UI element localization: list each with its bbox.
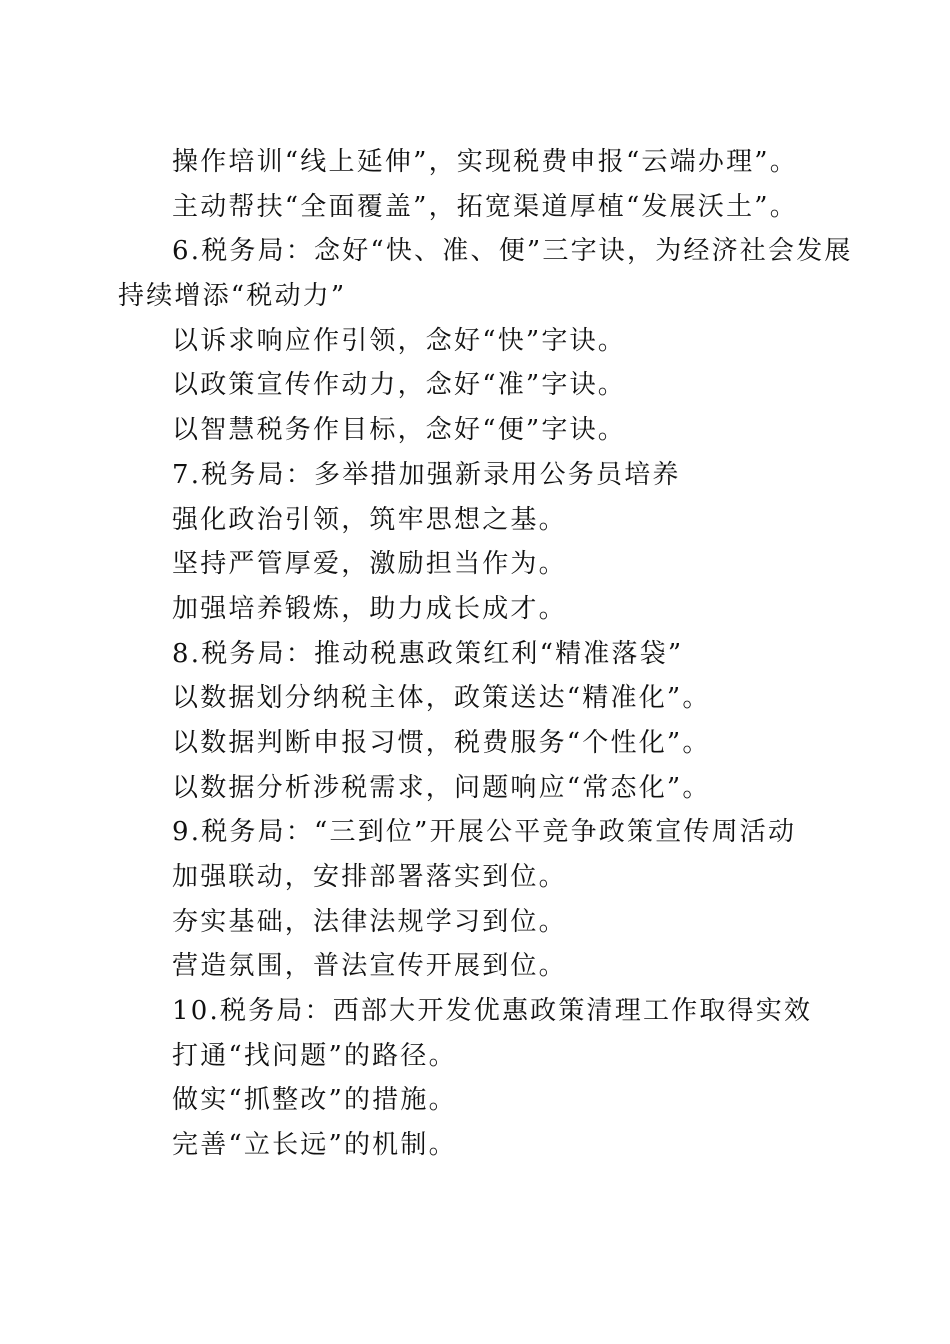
section-heading: 8.税务局：推动税惠政策红利“精准落袋” (172, 638, 684, 669)
list-item: 夯实基础，法律法规学习到位。 (172, 906, 567, 937)
list-item: 强化政治引领，筑牢思想之基。 (172, 504, 567, 535)
list-item: 打通“找问题”的路径。 (172, 1040, 457, 1071)
section-heading: 9.税务局：“三到位”开展公平竞争政策宣传周活动 (172, 817, 797, 848)
list-item: 以数据划分纳税主体，政策送达“精准化”。 (172, 683, 711, 714)
section-heading: 10.税务局：西部大开发优惠政策清理工作取得实效 (172, 996, 813, 1027)
list-item: 完善“立长远”的机制。 (172, 1130, 457, 1161)
section-heading-continuation: 持续增添“税动力” (118, 281, 347, 312)
list-item: 以政策宣传作动力，念好“准”字诀。 (172, 370, 626, 401)
list-item: 操作培训“线上延伸”，实现税费申报“云端办理”。 (172, 147, 798, 177)
list-item: 做实“抓整改”的措施。 (172, 1085, 457, 1116)
list-item: 坚持严管厚爱，激励担当作为。 (172, 549, 567, 580)
list-item: 加强培养锻炼，助力成长成才。 (172, 593, 567, 624)
list-item: 主动帮扶“全面覆盖”，拓宽渠道厚植“发展沃土”。 (172, 191, 798, 222)
list-item: 以诉求响应作引领，念好“快”字诀。 (172, 325, 626, 356)
list-item: 营造氛围，普法宣传开展到位。 (172, 951, 567, 982)
document-body (118, 140, 853, 1168)
list-item: 加强联动，安排部署落实到位。 (172, 862, 567, 892)
list-item: 以数据分析涉税需求，问题响应“常态化”。 (172, 772, 711, 803)
list-item: 以智慧税务作目标，念好“便”字诀。 (172, 415, 626, 446)
section-heading: 7.税务局：多举措加强新录用公务员培养 (172, 459, 681, 490)
section-heading: 6.税务局：念好“快、准、便”三字诀，为经济社会发展 (172, 236, 853, 267)
list-item: 以数据判断申报习惯，税费服务“个性化”。 (172, 727, 711, 758)
